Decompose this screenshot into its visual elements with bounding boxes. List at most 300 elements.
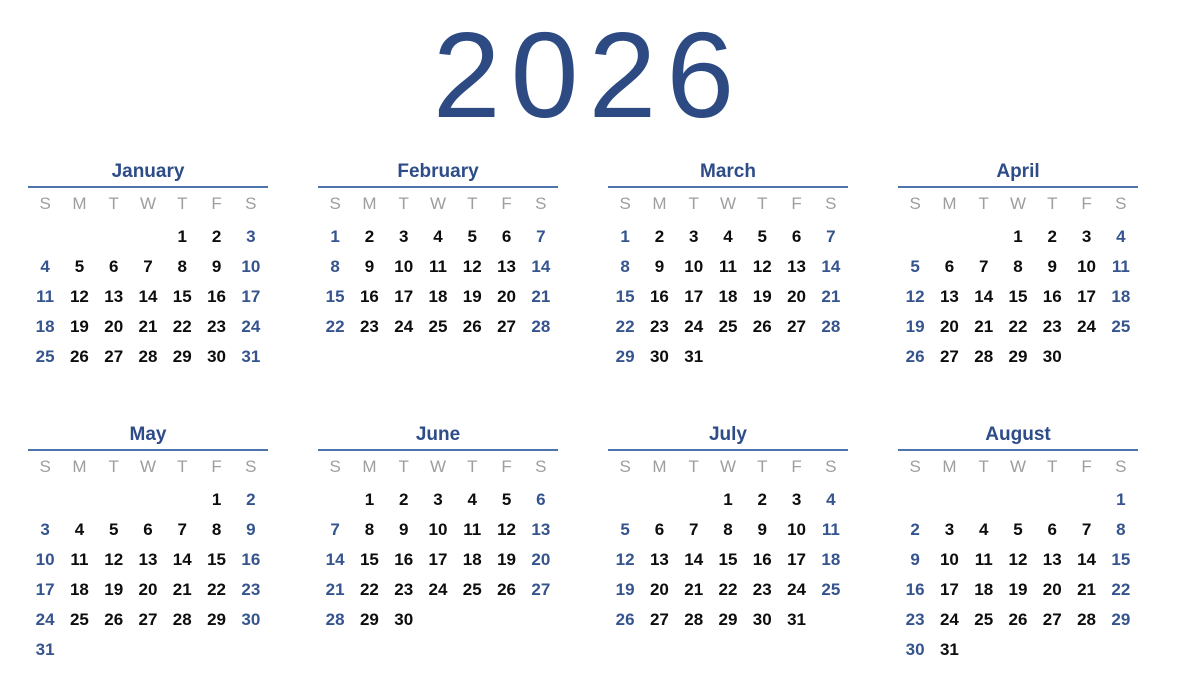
day-cell: 25 bbox=[718, 317, 738, 336]
month-block-april bbox=[898, 160, 1138, 372]
empty-day-cell bbox=[62, 635, 96, 665]
day-cell: 12 bbox=[497, 520, 516, 539]
day-cell: 26 bbox=[752, 317, 772, 336]
empty-day-cell bbox=[524, 605, 558, 635]
week-row bbox=[318, 252, 558, 282]
week-row bbox=[318, 515, 558, 545]
week-row bbox=[28, 282, 268, 312]
weekday-header: M bbox=[72, 194, 87, 213]
weekday-header: T bbox=[108, 457, 119, 476]
day-cell: 28 bbox=[821, 317, 841, 336]
day-cell: 22 bbox=[207, 580, 226, 599]
day-cell: 8 bbox=[330, 257, 340, 276]
day-cell: 3 bbox=[944, 520, 955, 539]
day-cell: 9 bbox=[910, 550, 920, 569]
day-cell: 28 bbox=[531, 317, 551, 336]
day-cell: 2 bbox=[910, 520, 920, 539]
empty-day-cell bbox=[967, 485, 1001, 515]
empty-day-cell bbox=[455, 605, 489, 635]
day-cell: 9 bbox=[211, 257, 222, 276]
weekday-header: W bbox=[139, 194, 156, 213]
day-cell: 7 bbox=[143, 257, 153, 276]
weekday-header: T bbox=[1047, 457, 1058, 476]
weekday-header: T bbox=[757, 457, 768, 476]
week-row bbox=[28, 515, 268, 545]
empty-day-cell bbox=[28, 222, 62, 252]
day-cell: 30 bbox=[752, 610, 772, 629]
day-cell: 5 bbox=[910, 257, 920, 276]
empty-day-cell bbox=[97, 485, 131, 515]
day-cell: 7 bbox=[826, 227, 836, 246]
day-cell: 16 bbox=[359, 287, 379, 306]
day-cell: 21 bbox=[821, 287, 841, 306]
day-cell: 17 bbox=[684, 287, 704, 306]
weekday-header: T bbox=[467, 457, 478, 476]
day-cell: 24 bbox=[939, 610, 959, 629]
weekday-header: S bbox=[535, 457, 547, 476]
week-row bbox=[608, 605, 848, 635]
weekday-header: F bbox=[1081, 194, 1092, 213]
day-cell: 3 bbox=[433, 490, 443, 509]
weekday-header: S bbox=[619, 457, 631, 476]
day-cell: 30 bbox=[394, 610, 414, 629]
weekday-header: T bbox=[1047, 194, 1058, 213]
day-cell: 2 bbox=[757, 490, 767, 509]
weeks-container bbox=[898, 222, 1138, 372]
day-cell: 18 bbox=[35, 317, 55, 336]
month-title: April bbox=[996, 161, 1040, 182]
day-cell: 1 bbox=[620, 227, 630, 246]
day-cell: 10 bbox=[428, 520, 448, 539]
day-cell: 20 bbox=[138, 580, 158, 599]
month-title: June bbox=[415, 424, 461, 445]
day-cell: 27 bbox=[1042, 610, 1062, 629]
weekday-header: T bbox=[108, 194, 119, 213]
day-cell: 18 bbox=[974, 580, 994, 599]
day-cell: 25 bbox=[69, 610, 89, 629]
empty-day-cell bbox=[1104, 635, 1138, 665]
day-cell: 24 bbox=[394, 317, 414, 336]
day-cell: 6 bbox=[501, 227, 512, 246]
day-cell: 25 bbox=[35, 347, 55, 366]
day-cell: 26 bbox=[905, 347, 925, 366]
weekday-header: S bbox=[909, 457, 921, 476]
empty-day-cell bbox=[967, 222, 1001, 252]
month-title: February bbox=[397, 161, 479, 182]
day-cell: 23 bbox=[649, 317, 669, 336]
day-cell: 31 bbox=[939, 640, 959, 659]
day-cell: 20 bbox=[939, 317, 959, 336]
day-cell: 7 bbox=[177, 520, 187, 539]
day-cell: 14 bbox=[138, 287, 158, 306]
day-cell: 21 bbox=[531, 287, 551, 306]
day-cell: 2 bbox=[1047, 227, 1057, 246]
day-cell: 6 bbox=[791, 227, 802, 246]
day-cell: 30 bbox=[649, 347, 669, 366]
day-cell: 8 bbox=[1116, 520, 1126, 539]
week-row bbox=[28, 545, 268, 575]
day-cell: 18 bbox=[462, 550, 482, 569]
day-cell: 19 bbox=[752, 287, 772, 306]
week-row bbox=[28, 222, 268, 252]
day-cell: 31 bbox=[241, 347, 261, 366]
week-row bbox=[898, 545, 1138, 575]
day-cell: 20 bbox=[497, 287, 516, 306]
day-cell: 17 bbox=[241, 287, 261, 306]
weekday-header: M bbox=[942, 194, 957, 213]
day-cell: 29 bbox=[1008, 347, 1028, 366]
day-cell: 21 bbox=[974, 317, 994, 336]
day-cell: 8 bbox=[723, 520, 733, 539]
weekday-header: S bbox=[535, 194, 547, 213]
day-cell: 20 bbox=[1042, 580, 1062, 599]
day-cell: 8 bbox=[1013, 257, 1023, 276]
day-cell: 13 bbox=[104, 287, 124, 306]
day-cell: 15 bbox=[172, 287, 192, 306]
day-cell: 27 bbox=[939, 347, 959, 366]
weekday-header: T bbox=[688, 457, 699, 476]
weekday-header-row bbox=[28, 451, 268, 481]
day-cell: 20 bbox=[649, 580, 669, 599]
day-cell: 12 bbox=[104, 550, 124, 569]
day-cell: 10 bbox=[684, 257, 704, 276]
day-cell: 25 bbox=[821, 580, 841, 599]
empty-day-cell bbox=[1035, 485, 1069, 515]
month-block-february bbox=[318, 160, 558, 342]
day-cell: 2 bbox=[398, 490, 409, 509]
empty-day-cell bbox=[234, 635, 268, 665]
day-cell: 29 bbox=[359, 610, 379, 629]
day-cell: 30 bbox=[207, 347, 226, 366]
day-cell: 18 bbox=[1111, 287, 1131, 306]
day-cell: 28 bbox=[138, 347, 158, 366]
empty-day-cell bbox=[711, 342, 745, 372]
weekday-header: S bbox=[39, 457, 51, 476]
day-cell: 29 bbox=[718, 610, 738, 629]
weekday-header: M bbox=[72, 457, 87, 476]
weekday-header: T bbox=[398, 457, 409, 476]
day-cell: 24 bbox=[787, 580, 806, 599]
week-row bbox=[898, 485, 1138, 515]
week-row bbox=[898, 575, 1138, 605]
weekday-header: S bbox=[825, 194, 837, 213]
day-cell: 14 bbox=[974, 287, 994, 306]
day-cell: 27 bbox=[531, 580, 551, 599]
day-cell: 2 bbox=[246, 490, 256, 509]
day-cell: 15 bbox=[325, 287, 345, 306]
day-cell: 30 bbox=[1042, 347, 1062, 366]
week-row bbox=[28, 575, 268, 605]
day-cell: 13 bbox=[1042, 550, 1062, 569]
day-cell: 15 bbox=[207, 550, 226, 569]
day-cell: 28 bbox=[684, 610, 704, 629]
week-row bbox=[898, 605, 1138, 635]
day-cell: 2 bbox=[364, 227, 375, 246]
day-cell: 24 bbox=[241, 317, 261, 336]
week-row bbox=[898, 342, 1138, 372]
day-cell: 25 bbox=[462, 580, 482, 599]
week-row bbox=[608, 485, 848, 515]
empty-day-cell bbox=[898, 222, 932, 252]
day-cell: 21 bbox=[325, 580, 345, 599]
weekday-header: F bbox=[791, 457, 802, 476]
day-cell: 19 bbox=[905, 317, 925, 336]
day-cell: 19 bbox=[462, 287, 482, 306]
day-cell: 4 bbox=[723, 227, 733, 246]
month-block-august bbox=[898, 423, 1138, 665]
empty-day-cell bbox=[165, 485, 199, 515]
week-row bbox=[28, 252, 268, 282]
week-row bbox=[28, 605, 268, 635]
week-row bbox=[318, 605, 558, 635]
day-cell: 2 bbox=[211, 227, 222, 246]
week-row bbox=[898, 312, 1138, 342]
month-title: March bbox=[700, 161, 756, 182]
day-cell: 19 bbox=[69, 317, 89, 336]
day-cell: 22 bbox=[615, 317, 635, 336]
empty-day-cell bbox=[898, 485, 932, 515]
day-cell: 16 bbox=[649, 287, 669, 306]
day-cell: 5 bbox=[501, 490, 512, 509]
day-cell: 21 bbox=[1077, 580, 1096, 599]
day-cell: 18 bbox=[821, 550, 841, 569]
weekday-header: S bbox=[245, 194, 257, 213]
weekday-header: F bbox=[501, 194, 512, 213]
week-row bbox=[898, 252, 1138, 282]
day-cell: 23 bbox=[752, 580, 772, 599]
empty-day-cell bbox=[97, 222, 131, 252]
weekday-header: T bbox=[978, 457, 989, 476]
empty-day-cell bbox=[1035, 635, 1069, 665]
day-cell: 11 bbox=[974, 550, 993, 569]
weekday-header: W bbox=[429, 194, 446, 213]
weekday-header: F bbox=[1081, 457, 1092, 476]
day-cell: 26 bbox=[1008, 610, 1028, 629]
empty-day-cell bbox=[62, 222, 96, 252]
day-cell: 19 bbox=[615, 580, 635, 599]
day-cell: 3 bbox=[40, 520, 50, 539]
day-cell: 24 bbox=[35, 610, 55, 629]
week-row bbox=[608, 545, 848, 575]
day-cell: 21 bbox=[138, 317, 158, 336]
empty-day-cell bbox=[489, 605, 523, 635]
day-cell: 26 bbox=[69, 347, 89, 366]
week-row bbox=[318, 312, 558, 342]
weekday-header: W bbox=[429, 457, 446, 476]
empty-day-cell bbox=[97, 635, 131, 665]
week-row bbox=[898, 635, 1138, 665]
weekday-header: S bbox=[825, 457, 837, 476]
day-cell: 18 bbox=[428, 287, 448, 306]
empty-day-cell bbox=[779, 342, 813, 372]
weekday-header: W bbox=[139, 457, 156, 476]
weekday-header: T bbox=[757, 194, 768, 213]
weekday-header: T bbox=[398, 194, 409, 213]
day-cell: 13 bbox=[138, 550, 158, 569]
empty-day-cell bbox=[1069, 485, 1103, 515]
weeks-container bbox=[28, 222, 268, 372]
day-cell: 17 bbox=[1077, 287, 1096, 306]
day-cell: 23 bbox=[241, 580, 261, 599]
weekday-header: W bbox=[719, 194, 736, 213]
week-row bbox=[318, 222, 558, 252]
day-cell: 13 bbox=[497, 257, 516, 276]
month-block-may bbox=[28, 423, 268, 665]
week-row bbox=[28, 312, 268, 342]
day-cell: 26 bbox=[104, 610, 124, 629]
day-cell: 15 bbox=[718, 550, 738, 569]
empty-day-cell bbox=[1104, 342, 1138, 372]
empty-day-cell bbox=[814, 342, 848, 372]
day-cell: 23 bbox=[905, 610, 925, 629]
weekday-header-row bbox=[28, 188, 268, 218]
day-cell: 11 bbox=[36, 287, 55, 306]
day-cell: 11 bbox=[428, 257, 447, 276]
empty-day-cell bbox=[131, 635, 165, 665]
day-cell: 22 bbox=[325, 317, 345, 336]
day-cell: 17 bbox=[787, 550, 806, 569]
day-cell: 26 bbox=[615, 610, 635, 629]
day-cell: 13 bbox=[531, 520, 551, 539]
day-cell: 15 bbox=[615, 287, 635, 306]
month-title: July bbox=[708, 424, 748, 445]
day-cell: 4 bbox=[467, 490, 477, 509]
month-title: January bbox=[111, 161, 185, 182]
day-cell: 7 bbox=[536, 227, 546, 246]
day-cell: 16 bbox=[207, 287, 226, 306]
weeks-container bbox=[318, 485, 558, 635]
day-cell: 14 bbox=[684, 550, 704, 569]
week-row bbox=[608, 282, 848, 312]
day-cell: 6 bbox=[143, 520, 153, 539]
week-row bbox=[898, 515, 1138, 545]
day-cell: 1 bbox=[211, 490, 222, 509]
weeks-container bbox=[318, 222, 558, 342]
day-cell: 9 bbox=[654, 257, 665, 276]
weekday-header: F bbox=[211, 194, 222, 213]
day-cell: 6 bbox=[108, 257, 119, 276]
week-row bbox=[28, 485, 268, 515]
empty-day-cell bbox=[642, 485, 676, 515]
empty-day-cell bbox=[745, 342, 779, 372]
day-cell: 16 bbox=[752, 550, 772, 569]
empty-day-cell bbox=[1069, 635, 1103, 665]
day-cell: 3 bbox=[791, 490, 802, 509]
day-cell: 17 bbox=[394, 287, 414, 306]
day-cell: 4 bbox=[74, 520, 85, 539]
day-cell: 19 bbox=[1008, 580, 1028, 599]
day-cell: 23 bbox=[1042, 317, 1062, 336]
day-cell: 17 bbox=[939, 580, 959, 599]
day-cell: 10 bbox=[1077, 257, 1096, 276]
day-cell: 10 bbox=[787, 520, 806, 539]
weekday-header: S bbox=[909, 194, 921, 213]
day-cell: 8 bbox=[177, 257, 187, 276]
day-cell: 27 bbox=[138, 610, 158, 629]
day-cell: 10 bbox=[394, 257, 414, 276]
day-cell: 23 bbox=[359, 317, 379, 336]
empty-day-cell bbox=[28, 485, 62, 515]
day-cell: 14 bbox=[821, 257, 841, 276]
day-cell: 27 bbox=[104, 347, 124, 366]
day-cell: 17 bbox=[35, 580, 55, 599]
day-cell: 29 bbox=[615, 347, 635, 366]
day-cell: 3 bbox=[398, 227, 409, 246]
day-cell: 22 bbox=[1111, 580, 1131, 599]
week-row bbox=[898, 222, 1138, 252]
day-cell: 6 bbox=[654, 520, 665, 539]
week-row bbox=[608, 342, 848, 372]
day-cell: 6 bbox=[944, 257, 955, 276]
day-cell: 25 bbox=[1111, 317, 1131, 336]
day-cell: 3 bbox=[246, 227, 256, 246]
day-cell: 31 bbox=[684, 347, 704, 366]
day-cell: 22 bbox=[1008, 317, 1028, 336]
weekday-header: S bbox=[619, 194, 631, 213]
empty-day-cell bbox=[814, 605, 848, 635]
day-cell: 13 bbox=[787, 257, 806, 276]
day-cell: 5 bbox=[1013, 520, 1023, 539]
day-cell: 11 bbox=[70, 550, 89, 569]
empty-day-cell bbox=[421, 605, 455, 635]
weekday-header: S bbox=[1115, 457, 1127, 476]
month-block-march bbox=[608, 160, 848, 372]
day-cell: 6 bbox=[536, 490, 546, 509]
weekday-header: S bbox=[245, 457, 257, 476]
day-cell: 27 bbox=[497, 317, 516, 336]
day-cell: 7 bbox=[330, 520, 340, 539]
weekday-header: S bbox=[329, 457, 341, 476]
day-cell: 27 bbox=[787, 317, 806, 336]
empty-day-cell bbox=[199, 635, 233, 665]
day-cell: 16 bbox=[1042, 287, 1062, 306]
day-cell: 15 bbox=[1008, 287, 1028, 306]
week-row bbox=[608, 312, 848, 342]
weekday-header: T bbox=[978, 194, 989, 213]
day-cell: 1 bbox=[177, 227, 187, 246]
day-cell: 11 bbox=[718, 257, 737, 276]
day-cell: 24 bbox=[1077, 317, 1096, 336]
weekday-header-row bbox=[318, 188, 558, 218]
month-block-january bbox=[28, 160, 268, 372]
weekday-header: S bbox=[39, 194, 51, 213]
week-row bbox=[318, 282, 558, 312]
day-cell: 7 bbox=[978, 257, 989, 276]
day-cell: 3 bbox=[1081, 227, 1092, 246]
weekday-header: T bbox=[177, 194, 188, 213]
empty-day-cell bbox=[932, 485, 966, 515]
day-cell: 5 bbox=[757, 227, 767, 246]
day-cell: 30 bbox=[241, 610, 261, 629]
day-cell: 30 bbox=[905, 640, 925, 659]
week-row bbox=[318, 575, 558, 605]
day-cell: 1 bbox=[723, 490, 733, 509]
day-cell: 28 bbox=[974, 347, 994, 366]
day-cell: 12 bbox=[1008, 550, 1028, 569]
day-cell: 20 bbox=[787, 287, 806, 306]
day-cell: 14 bbox=[531, 257, 551, 276]
weekday-header: S bbox=[329, 194, 341, 213]
weekday-header: M bbox=[652, 194, 667, 213]
day-cell: 21 bbox=[684, 580, 704, 599]
day-cell: 28 bbox=[1077, 610, 1096, 629]
empty-day-cell bbox=[131, 485, 165, 515]
day-cell: 5 bbox=[620, 520, 630, 539]
day-cell: 7 bbox=[1081, 520, 1092, 539]
day-cell: 9 bbox=[364, 257, 375, 276]
day-cell: 4 bbox=[433, 227, 443, 246]
day-cell: 14 bbox=[1077, 550, 1096, 569]
